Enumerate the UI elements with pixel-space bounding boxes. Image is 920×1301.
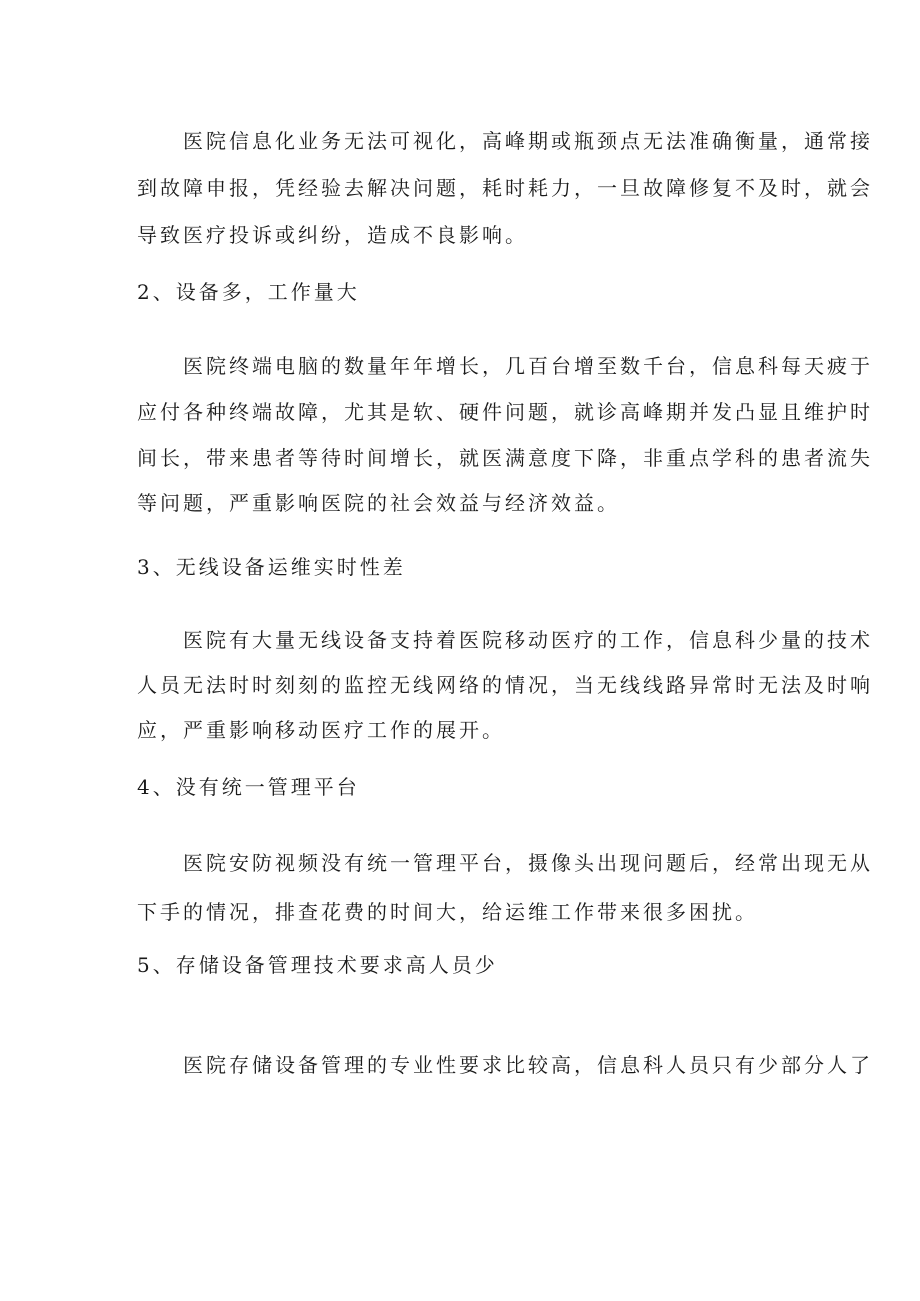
paragraph-line: 应，严重影响移动医疗工作的展开。 xyxy=(137,718,505,742)
paragraph-line: 医院安防视频没有统一管理平台，摄像头出现问题后，经常出现无从 xyxy=(183,851,873,875)
section-heading: 5、存储设备管理技术要求高人员少 xyxy=(137,953,498,977)
paragraph-line: 医院存储设备管理的专业性要求比较高，信息科人员只有少部分人了 xyxy=(183,1053,873,1077)
paragraph-line: 医院有大量无线设备支持着医院移动医疗的工作，信息科少量的技术 xyxy=(183,628,873,652)
paragraph-line: 医院终端电脑的数量年年增长，几百台增至数千台，信息科每天疲于 xyxy=(183,354,873,378)
paragraph-line: 医院信息化业务无法可视化，高峰期或瓶颈点无法准确衡量，通常接 xyxy=(183,129,873,153)
paragraph-line: 应付各种终端故障，尤其是软、硬件问题，就诊高峰期并发凸显且维护时 xyxy=(137,400,873,424)
section-heading: 3、无线设备运维实时性差 xyxy=(137,555,406,579)
paragraph-line: 导致医疗投诉或纠纷，造成不良影响。 xyxy=(137,223,528,247)
paragraph-line: 间长，带来患者等待时间增长，就医满意度下降，非重点学科的患者流失 xyxy=(137,446,873,470)
paragraph-line: 下手的情况，排查花费的时间大，给运维工作带来很多困扰。 xyxy=(137,900,758,924)
paragraph-line: 人员无法时时刻刻的监控无线网络的情况，当无线线路异常时无法及时响 xyxy=(137,673,873,697)
section-heading: 2、设备多，工作量大 xyxy=(137,280,360,304)
section-heading: 4、没有统一管理平台 xyxy=(137,775,360,799)
paragraph-line: 等问题，严重影响医院的社会效益与经济效益。 xyxy=(137,491,620,515)
paragraph-line: 到故障申报，凭经验去解决问题，耗时耗力，一旦故障修复不及时，就会 xyxy=(137,176,873,200)
